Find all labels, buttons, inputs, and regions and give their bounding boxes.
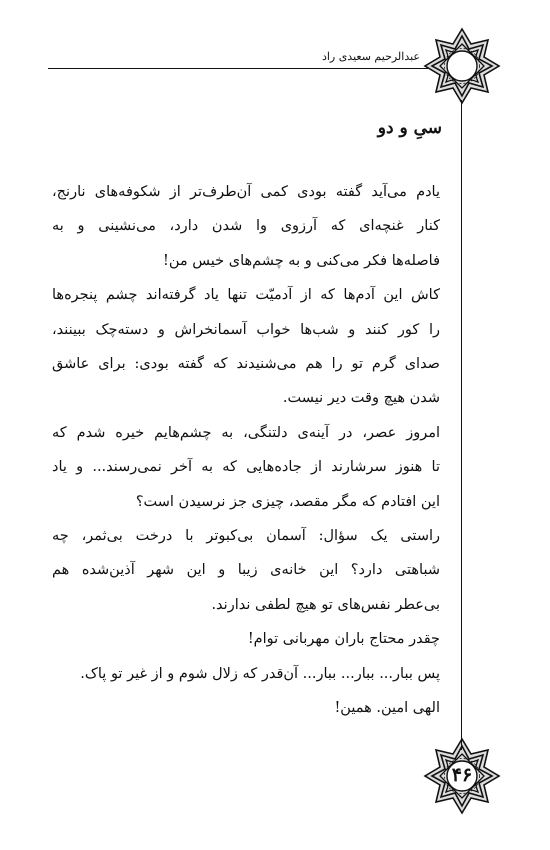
margin-rule [461, 100, 462, 750]
text-line: فاصله‌ها فکر می‌کنی و به چشم‌های خیس من! [163, 252, 440, 269]
text-line: امروز عصر، در آینه‌ی دلتنگی، به چشم‌هایم خیره شدم که [52, 424, 440, 441]
page-number: ۴۶ [451, 764, 473, 786]
running-header-author: عبدالرحیم سعیدی راد [321, 50, 420, 63]
text-line: پس ببار... ببار... ببار... آن‌قدر که زلال شوم و از غیر تو پاک. [80, 665, 440, 682]
text-line: را کور کنند و شب‌ها خواب آسمانخراش و دسته‌چک ببینند، [52, 321, 440, 338]
text-line: راستی یک سؤال: آسمان بی‌کبوتر با درخت بی‌ثمر، چه [52, 528, 440, 545]
section-title: سیِ و دو [377, 118, 442, 138]
text-line: چقدر محتاج باران مهربانی توام! [247, 631, 440, 648]
text-line: کاش این آدم‌ها که از آدمیّت تنها یاد گرفته‌اند چشم پنجره‌ها [52, 287, 440, 304]
text-line: تا هنوز سرشارند از جاده‌هایی که به آخر نمی‌رسند... و یاد [52, 459, 440, 476]
text-line: الهی امین. همین! [334, 700, 440, 717]
text-line: شباهتی دارد؟ این خانه‌ی زیبا و این شهر آذین‌شده هم [52, 562, 440, 579]
rosette-ornament-top [422, 26, 502, 106]
text-line: این افتادم که مگر مقصد، چیزی جز نرسیدن است؟ [135, 493, 440, 510]
text-line: یادم می‌آید گفته بودی کمی آن‌طرف‌تر از شکوفه‌های نارنج، [52, 184, 440, 200]
text-line: شدن هیچ وقت دیر نیست. [282, 390, 440, 407]
text-line: کنار غنچه‌ای که آرزوی وا شدن دارد، می‌نشینی و به [52, 218, 440, 235]
text-line: صدای گرم تو را هم می‌شنیدند که گفته بودی: برای عاشق [52, 356, 440, 373]
body-text [52, 175, 440, 726]
header-rule [48, 68, 428, 69]
text-line: بی‌عطر نفس‌های تو هیچ لطفی ندارند. [211, 596, 440, 613]
